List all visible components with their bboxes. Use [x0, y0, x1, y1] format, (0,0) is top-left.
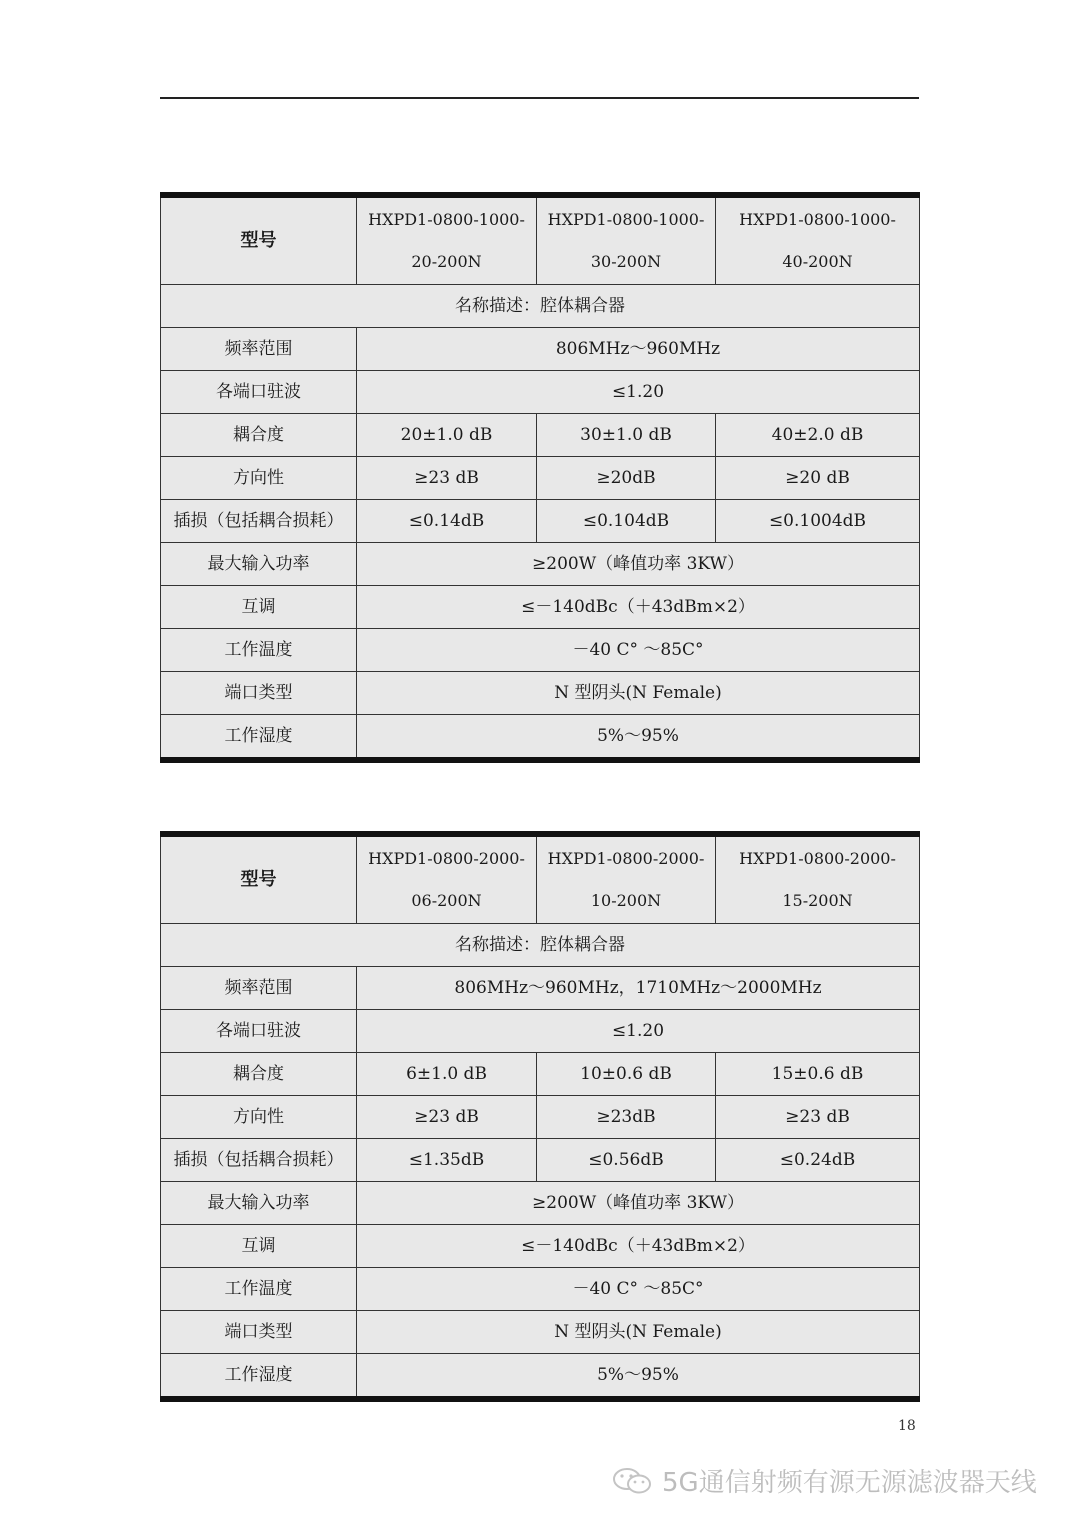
spec-label: 频率范围 [161, 328, 357, 371]
spec-row-insertion-loss [161, 1139, 920, 1182]
spec-value: ≤0.1004dB [716, 500, 920, 543]
watermark-text: 5G通信射频有源无源滤波器天线 [662, 1468, 1037, 1498]
description-cell: 名称描述：腔体耦合器 [161, 924, 920, 967]
spec-label: 工作湿度 [161, 1354, 357, 1400]
spec-row-temperature [161, 1268, 920, 1311]
spec-label: 方向性 [161, 1096, 357, 1139]
spec-row-vswr [161, 371, 920, 414]
model-cell: HXPD1-0800-2000- 15-200N [716, 834, 920, 924]
model-cell: HXPD1-0800-1000- 20-200N [357, 195, 537, 285]
spec-row-insertion-loss [161, 500, 920, 543]
model-row [161, 195, 920, 285]
spec-label: 工作温度 [161, 629, 357, 672]
spec-row-temperature [161, 629, 920, 672]
spec-row-intermod [161, 586, 920, 629]
spec-row-humidity [161, 715, 920, 761]
spec-value: ≥200W（峰值功率 3KW） [357, 543, 920, 586]
wechat-icon [612, 1466, 654, 1496]
spec-row-directivity [161, 457, 920, 500]
spec-value: 5%～95% [357, 1354, 920, 1400]
spec-value: 30±1.0 dB [537, 414, 716, 457]
description-row [161, 924, 920, 967]
watermark [612, 1462, 1037, 1499]
spec-label: 端口类型 [161, 1311, 357, 1354]
spec-value: ≥20dB [537, 457, 716, 500]
spec-row-vswr [161, 1010, 920, 1053]
spec-value: 20±1.0 dB [357, 414, 537, 457]
spec-value: 5%～95% [357, 715, 920, 761]
spec-value: ≤0.56dB [537, 1139, 716, 1182]
spec-label: 互调 [161, 1225, 357, 1268]
spec-label: 端口类型 [161, 672, 357, 715]
spec-value: ≤0.24dB [716, 1139, 920, 1182]
spec-value: 806MHz～960MHz，1710MHz～2000MHz [357, 967, 920, 1010]
spec-row-coupling [161, 414, 920, 457]
spec-label: 工作温度 [161, 1268, 357, 1311]
spec-label: 各端口驻波 [161, 1010, 357, 1053]
spec-row-max-power [161, 543, 920, 586]
spec-table-1 [160, 192, 920, 763]
spec-label: 方向性 [161, 457, 357, 500]
spec-value: ≥23 dB [357, 1096, 537, 1139]
spec-label: 插损（包括耦合损耗） [161, 500, 357, 543]
spec-value: 6±1.0 dB [357, 1053, 537, 1096]
model-label: 型号 [161, 195, 357, 285]
spec-value: －40 C° ～85C° [357, 629, 920, 672]
model-row [161, 834, 920, 924]
model-cell: HXPD1-0800-1000- 30-200N [537, 195, 716, 285]
description-row [161, 285, 920, 328]
spec-label: 各端口驻波 [161, 371, 357, 414]
spec-value: 806MHz～960MHz [357, 328, 920, 371]
spec-row-frequency [161, 328, 920, 371]
spec-value: N 型阴头(N Female) [357, 1311, 920, 1354]
spec-label: 插损（包括耦合损耗） [161, 1139, 357, 1182]
spec-label: 最大输入功率 [161, 543, 357, 586]
spec-row-humidity [161, 1354, 920, 1400]
spec-row-max-power [161, 1182, 920, 1225]
spec-row-coupling [161, 1053, 920, 1096]
spec-value: ≤1.35dB [357, 1139, 537, 1182]
model-label: 型号 [161, 834, 357, 924]
spec-value: ≤－140dBc（＋43dBm×2） [357, 1225, 920, 1268]
spec-value: 10±0.6 dB [537, 1053, 716, 1096]
spec-row-intermod [161, 1225, 920, 1268]
spec-value: ≤0.14dB [357, 500, 537, 543]
spec-label: 最大输入功率 [161, 1182, 357, 1225]
spec-value: ≥20 dB [716, 457, 920, 500]
header-rule [160, 97, 919, 99]
spec-label: 耦合度 [161, 414, 357, 457]
spec-value: N 型阴头(N Female) [357, 672, 920, 715]
spec-label: 互调 [161, 586, 357, 629]
spec-value: ≤1.20 [357, 371, 920, 414]
spec-row-frequency [161, 967, 920, 1010]
spec-row-connector [161, 672, 920, 715]
model-cell: HXPD1-0800-2000- 06-200N [357, 834, 537, 924]
model-cell: HXPD1-0800-2000- 10-200N [537, 834, 716, 924]
spec-value: ≥23 dB [716, 1096, 920, 1139]
page-number: 18 [898, 1418, 916, 1434]
spec-value: 40±2.0 dB [716, 414, 920, 457]
spec-row-connector [161, 1311, 920, 1354]
spec-value: －40 C° ～85C° [357, 1268, 920, 1311]
spec-table-2 [160, 831, 920, 1402]
spec-label: 工作湿度 [161, 715, 357, 761]
spec-value: ≥200W（峰值功率 3KW） [357, 1182, 920, 1225]
spec-value: ≤0.104dB [537, 500, 716, 543]
spec-value: ≥23 dB [357, 457, 537, 500]
spec-value: ≥23dB [537, 1096, 716, 1139]
spec-label: 耦合度 [161, 1053, 357, 1096]
spec-value: ≤1.20 [357, 1010, 920, 1053]
spec-value: ≤－140dBc（＋43dBm×2） [357, 586, 920, 629]
description-cell: 名称描述：腔体耦合器 [161, 285, 920, 328]
model-cell: HXPD1-0800-1000- 40-200N [716, 195, 920, 285]
spec-label: 频率范围 [161, 967, 357, 1010]
spec-row-directivity [161, 1096, 920, 1139]
spec-value: 15±0.6 dB [716, 1053, 920, 1096]
